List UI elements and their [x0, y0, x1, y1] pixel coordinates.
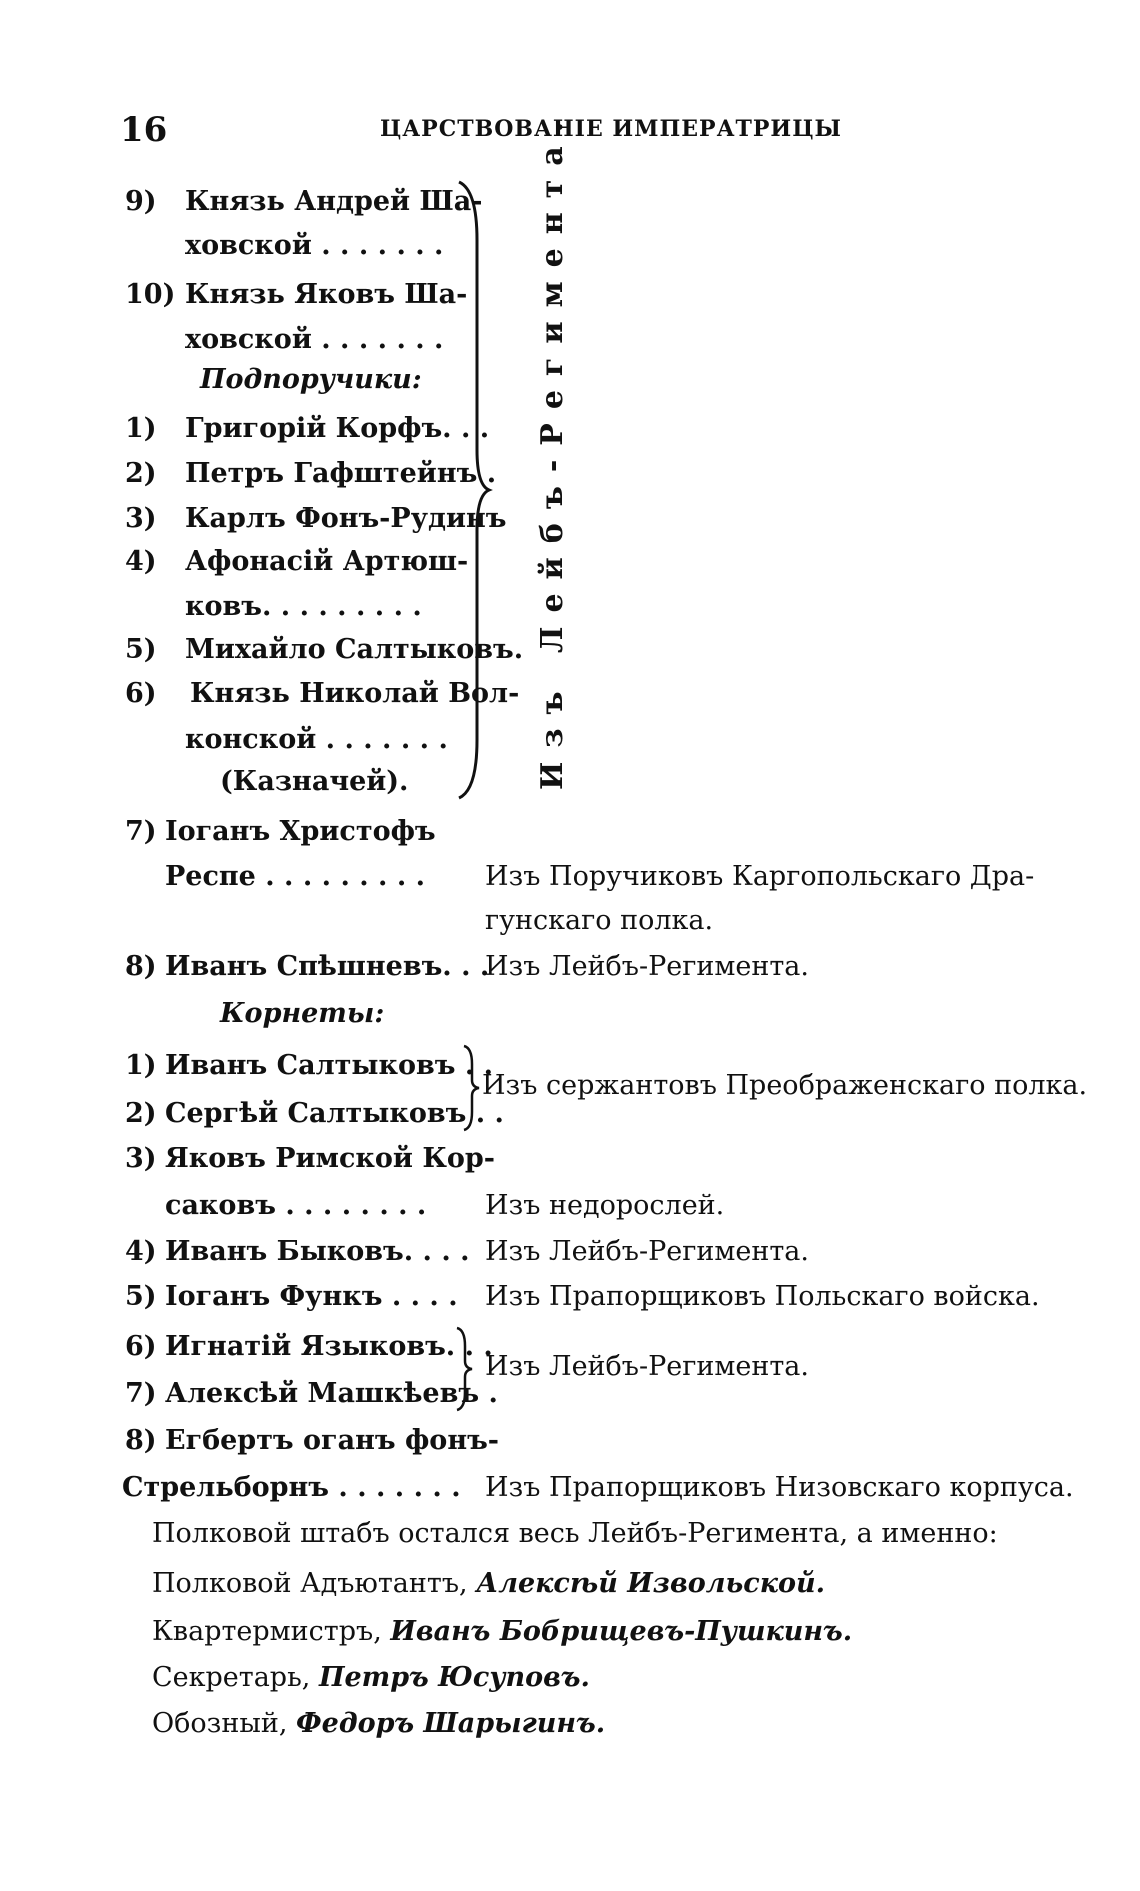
- entry-origin: Изъ Прапорщиковъ Польскаго войска.: [485, 1281, 1040, 1312]
- entry-name: Игнатій Языковъ. . .: [165, 1331, 493, 1362]
- entry-origin: Изъ Лейбъ-Регимента.: [485, 951, 809, 982]
- entry-number: 4): [125, 546, 157, 577]
- entry-name: Иванъ Спѣшневъ. . .: [165, 951, 490, 982]
- entry-origin: Изъ сержантовъ Преображенскаго полка.: [482, 1070, 1088, 1101]
- entry-name: Іоганъ Функъ . . . .: [165, 1281, 458, 1312]
- entry-name: Сергѣй Салтыковъ . .: [165, 1098, 504, 1129]
- entry-number: 7): [125, 816, 157, 847]
- entry-name: Іоганъ Христофъ: [165, 816, 436, 847]
- staff-role: Квартермистръ,: [152, 1616, 382, 1647]
- page-number: 16: [120, 110, 168, 150]
- entry-number: 9): [125, 186, 157, 217]
- entry-name: Григорій Корфъ. . .: [185, 413, 490, 444]
- entry-name: Егбертъ оганъ фонъ-: [165, 1425, 499, 1456]
- staff-person: Алексѣй Извольской.: [476, 1568, 826, 1599]
- entry-name: Иванъ Салтыковъ . .: [165, 1050, 494, 1081]
- entry-number: 6): [125, 678, 157, 709]
- section-heading-kornety: Корнеты:: [220, 998, 385, 1029]
- entry-name: Князь Николай Вол-: [190, 678, 520, 709]
- curly-brace: [455, 1326, 475, 1412]
- staff-line: [152, 1710, 605, 1737]
- staff-person: Петръ Юсуповъ.: [318, 1662, 590, 1693]
- entry-number: 2): [125, 1098, 157, 1129]
- entry-number: 8): [125, 951, 157, 982]
- entry-number: 4): [125, 1236, 157, 1267]
- entry-name: Петръ Гафштейнъ .: [185, 458, 497, 489]
- entry-name: Алексѣй Машкѣевъ .: [165, 1378, 498, 1409]
- entry-number: 10): [125, 279, 176, 310]
- entry-origin: Изъ Лейбъ-Регимента.: [485, 1351, 809, 1382]
- entry-origin: Изъ Лейбъ-Регимента.: [485, 1236, 809, 1267]
- entry-name-continuation: саковъ . . . . . . . .: [165, 1190, 427, 1221]
- entry-number: 3): [125, 503, 157, 534]
- staff-person: Иванъ Бобрищевъ-Пушкинъ.: [390, 1616, 853, 1647]
- curly-brace: [462, 1044, 482, 1132]
- entry-origin: Изъ недорослей.: [485, 1190, 725, 1221]
- entry-name: Князь Андрей Ша-: [185, 186, 483, 217]
- entry-number: 5): [125, 1281, 157, 1312]
- entry-name-continuation: ховской . . . . . . .: [185, 324, 444, 355]
- staff-line: [152, 1570, 825, 1597]
- entry-number: 1): [125, 413, 157, 444]
- entry-number: 7): [125, 1378, 157, 1409]
- entry-name-continuation: ковъ. . . . . . . . .: [185, 591, 422, 622]
- entry-number: 6): [125, 1331, 157, 1362]
- running-head: ЦАРСТВОВАНІЕ ИМПЕРАТРИЦЫ: [380, 116, 842, 142]
- staff-role: Полковой Адъютантъ,: [152, 1568, 468, 1599]
- entry-number: 1): [125, 1050, 157, 1081]
- entry-name-note: (Казначей).: [220, 766, 409, 797]
- entry-name-continuation: Стрельборнъ . . . . . . .: [122, 1472, 461, 1503]
- curly-brace-large: [455, 180, 495, 800]
- staff-person: Федоръ Шарыгинъ.: [296, 1708, 606, 1739]
- entry-name: Карлъ Фонъ-Рудинъ: [185, 503, 507, 534]
- entry-name: Михайло Салтыковъ.: [185, 634, 524, 665]
- section-heading-podporuchiki: Подпоручики:: [200, 364, 422, 395]
- entry-name-continuation: конской . . . . . . .: [185, 724, 448, 755]
- staff-line: [152, 1664, 590, 1691]
- entry-name-continuation: ховской . . . . . . .: [185, 230, 444, 261]
- entry-name-continuation: Респе . . . . . . . . .: [165, 861, 426, 892]
- entry-origin-continuation: гунскаго полка.: [485, 905, 714, 936]
- entry-number: 3): [125, 1143, 157, 1174]
- entry-number: 2): [125, 458, 157, 489]
- entry-name: Афонасій Артюш-: [185, 546, 469, 577]
- staff-role: Обозный,: [152, 1708, 288, 1739]
- entry-name: Яковъ Римской Кор-: [165, 1143, 495, 1174]
- entry-number: 8): [125, 1425, 157, 1456]
- staff-role: Секретарь,: [152, 1662, 311, 1693]
- vertical-regiment-label: Изъ Лейбъ-Регимента.: [535, 107, 570, 790]
- entry-origin: Изъ Прапорщиковъ Низовскаго корпуса.: [485, 1472, 1074, 1503]
- staff-intro: Полковой штабъ остался весь Лейбъ-Регимента, а именно:: [152, 1518, 998, 1549]
- entry-number: 5): [125, 634, 157, 665]
- staff-line: [152, 1618, 852, 1645]
- entry-name: Князь Яковъ Ша-: [185, 279, 468, 310]
- entry-origin: Изъ Поручиковъ Каргопольскаго Дра-: [485, 861, 1035, 892]
- entry-name: Иванъ Быковъ. . . .: [165, 1236, 470, 1267]
